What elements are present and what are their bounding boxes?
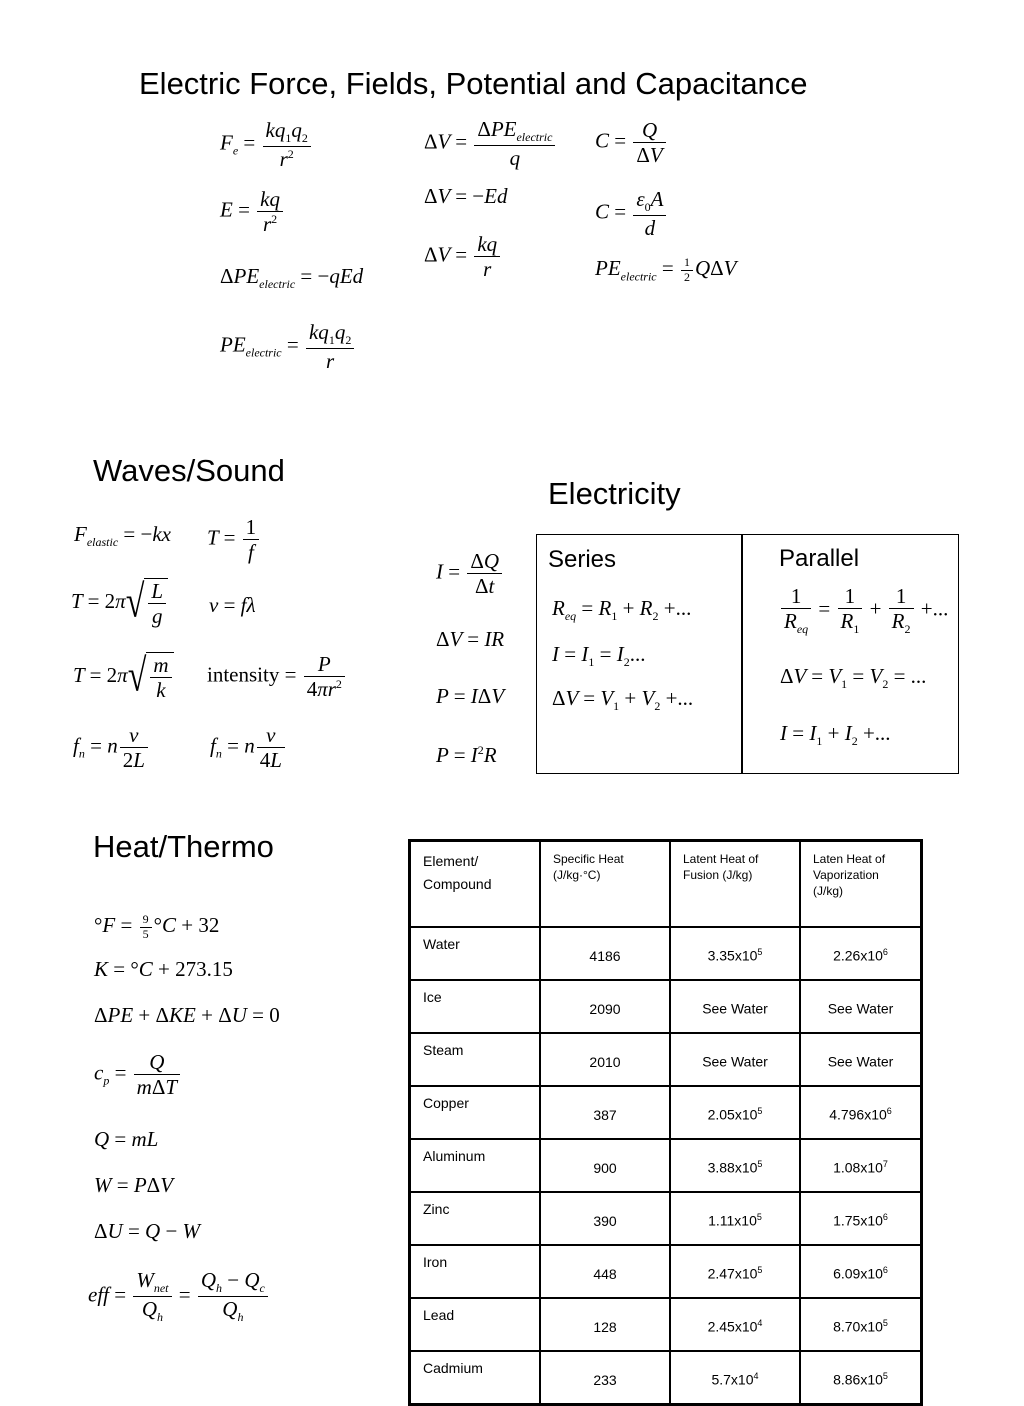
electric-pe-change-formula: $\Delta PE_{electric} = -qEd$ [220, 264, 364, 292]
column-header-vaporization: Laten Heat of Vaporization (J/kg) [800, 841, 922, 928]
table-row [410, 1086, 922, 1139]
cell-element-name: Water [410, 927, 541, 980]
intensity-formula: intensity = $\frac{P}{4\pi r^2}$ [207, 652, 347, 701]
cell-latent-fusion-value: See Water [702, 1053, 768, 1070]
parallel-voltage-formula: $\Delta V = V_1 = V_2$ = ... [780, 664, 927, 692]
cell-latent-vaporization-value: 4.796x10 [829, 1106, 887, 1123]
cell-element-name: Steam [410, 1033, 541, 1086]
cell-latent-vaporization-value: 6.09x10 [833, 1265, 883, 1282]
point-potential-formula: ΔV = $\frac{kq}{r}$ [424, 232, 502, 281]
cell-element-name: Lead [410, 1298, 541, 1351]
cell-specific-heat: 2090 [540, 980, 670, 1033]
table-row [410, 980, 922, 1033]
cell-latent-vaporization [800, 1192, 922, 1245]
cell-latent-fusion [670, 1245, 800, 1298]
closed-pipe-harmonic-formula: $f_n = n$ $\frac{v}{4L}$ [210, 723, 287, 772]
cell-latent-vaporization-exponent: 7 [882, 1159, 888, 1170]
cell-latent-fusion [670, 1192, 800, 1245]
heat-section-heading: Heat/Thermo [93, 829, 274, 864]
cell-specific-heat: 2010 [540, 1033, 670, 1086]
cell-latent-fusion [670, 927, 800, 980]
cell-specific-heat: 4186 [540, 927, 670, 980]
cell-element-name: Aluminum [410, 1139, 541, 1192]
table-row [410, 1245, 922, 1298]
cell-latent-fusion-exponent: 5 [756, 1212, 762, 1223]
cell-element-name: Cadmium [410, 1351, 541, 1405]
cell-latent-fusion-exponent: 4 [757, 1318, 763, 1329]
cell-latent-fusion [670, 1351, 800, 1405]
series-heading: Series [548, 546, 617, 573]
electricity-section-heading: Electricity [548, 476, 681, 511]
cell-latent-fusion-exponent: 4 [753, 1371, 759, 1382]
cell-latent-vaporization-value: 8.86x10 [833, 1371, 883, 1388]
power-resistance-formula: $P = I^2R$ [436, 743, 497, 767]
cell-latent-fusion-value: 5.7x10 [711, 1371, 754, 1388]
cell-latent-vaporization [800, 1298, 922, 1351]
cell-latent-vaporization [800, 1139, 922, 1192]
cell-latent-fusion-value: 1.11x10 [708, 1212, 757, 1229]
current-formula: I = $\frac{\Delta Q}{\Delta t}$ [436, 549, 504, 598]
cell-latent-fusion [670, 980, 800, 1033]
cell-latent-fusion [670, 1086, 800, 1139]
cell-specific-heat: 128 [540, 1298, 670, 1351]
potential-field-formula: ΔV = −Ed [424, 184, 508, 208]
cell-latent-vaporization-value: See Water [827, 1000, 894, 1017]
work-formula: W = PΔV [94, 1173, 174, 1197]
cell-latent-fusion-value: See Water [702, 1000, 768, 1017]
cell-latent-fusion [670, 1139, 800, 1192]
cell-latent-vaporization-value: See Water [827, 1053, 894, 1070]
cell-latent-vaporization-value: 8.70x10 [833, 1318, 883, 1335]
column-header-specific-heat: Specific Heat (J/kg·°C) [540, 841, 670, 928]
energy-conservation-formula: ΔPE + ΔKE + ΔU = 0 [94, 1003, 280, 1027]
circuit-rules-divider [741, 534, 743, 773]
cell-latent-fusion-value: 2.05x10 [707, 1106, 758, 1123]
cell-latent-vaporization [800, 1086, 922, 1139]
hooke-law-formula: $F_{elastic} = -kx$ [74, 522, 171, 550]
kelvin-conversion-formula: K = °C + 273.15 [94, 957, 233, 981]
latent-heat-formula: Q = mL [94, 1127, 159, 1151]
cell-latent-vaporization-exponent: 6 [882, 1212, 888, 1223]
cell-specific-heat: 900 [540, 1139, 670, 1192]
series-voltage-formula: $\Delta V = V_1 + V_2$ +... [552, 686, 694, 714]
cell-specific-heat: 448 [540, 1245, 670, 1298]
capacitance-formula: C = $\frac{Q}{\Delta V}$ [595, 118, 668, 167]
electric-pe-formula: $PE_{electric}$ = $\frac{kq_1q_2}{r}$ [220, 320, 356, 373]
cell-element-name: Zinc [410, 1192, 541, 1245]
cell-latent-vaporization-exponent: 6 [886, 1106, 892, 1117]
coulomb-force-formula: $F_e$ = $\frac{kq_1q_2}{r^2}$ [220, 118, 313, 171]
electric-field-formula: E = $\frac{kq}{r^2}$ [220, 187, 285, 236]
cell-specific-heat: 390 [540, 1192, 670, 1245]
efficiency-formula: eff = $W_{net}$ $Q_h$ = $\frac{Q_h - Q_c}{Q_h}$ [88, 1268, 270, 1325]
cell-latent-fusion-value: 2.47x10 [707, 1265, 758, 1282]
cell-latent-fusion-value: 3.88x10 [707, 1159, 758, 1176]
table-row [410, 1192, 922, 1245]
specific-heat-formula: $c_p$ = Q mΔT [94, 1050, 182, 1099]
parallel-current-formula: $I = I_1 + I_2$ +... [780, 721, 891, 749]
column-header-element: Element/ Compound [410, 841, 541, 928]
capacitor-energy-formula: $PE_{electric}$ = $\frac{1}{2}$ QΔV [595, 255, 737, 284]
electric-section-heading: Electric Force, Fields, Potential and Capacitance [139, 66, 808, 101]
fahrenheit-conversion-formula: °F = $\frac{9}{5}$ °C + 32 [94, 912, 220, 941]
cell-latent-vaporization-value: 2.26x10 [833, 947, 883, 964]
cell-latent-fusion-exponent: 5 [757, 1265, 763, 1276]
table-row [410, 927, 922, 980]
cell-latent-vaporization-exponent: 6 [882, 1265, 888, 1276]
plate-capacitance-formula: C = $\frac{\varepsilon_0A}{d}$ [595, 187, 668, 240]
ohm-law-formula: ΔV = IR [436, 627, 505, 651]
cell-latent-fusion-exponent: 5 [757, 947, 763, 958]
power-voltage-formula: P = IΔV [436, 684, 505, 708]
parallel-resistance-formula: 1 $R_{eq}$ = $\frac{1}{R_1}$ + $\frac{1}{R_2}$ +... [779, 584, 948, 637]
cell-latent-fusion-value: 3.35x10 [707, 947, 758, 964]
cell-latent-fusion [670, 1298, 800, 1351]
waves-section-heading: Waves/Sound [93, 453, 285, 488]
cell-latent-fusion-value: 2.45x10 [707, 1318, 758, 1335]
cell-latent-vaporization-exponent: 5 [882, 1318, 888, 1329]
cell-latent-vaporization-exponent: 5 [882, 1371, 888, 1382]
cell-latent-vaporization [800, 1245, 922, 1298]
potential-difference-formula: ΔV = $\Delta PE_{electric}$ q [424, 117, 557, 170]
cell-latent-vaporization-exponent: 6 [882, 947, 888, 958]
period-frequency-formula: T = $\frac{1}{f}$ [207, 515, 261, 564]
cell-latent-vaporization-value: 1.75x10 [833, 1212, 883, 1229]
cell-latent-vaporization-value: 1.08x10 [833, 1159, 883, 1176]
table-header-row [410, 841, 922, 928]
cell-latent-vaporization [800, 980, 922, 1033]
spring-period-formula: T = 2π√ $\frac{m}{k}$ [73, 652, 174, 702]
cell-latent-fusion-exponent: 5 [757, 1159, 763, 1170]
cell-latent-fusion [670, 1033, 800, 1086]
column-header-fusion: Latent Heat of Fusion (J/kg) [670, 841, 800, 928]
cell-element-name: Ice [410, 980, 541, 1033]
thermal-properties-table [408, 839, 923, 1406]
parallel-heading: Parallel [779, 545, 860, 572]
table-row [410, 1033, 922, 1086]
cell-latent-fusion-exponent: 5 [757, 1106, 763, 1117]
cell-element-name: Copper [410, 1086, 541, 1139]
cell-latent-vaporization [800, 927, 922, 980]
cell-latent-vaporization [800, 1351, 922, 1405]
cell-latent-vaporization [800, 1033, 922, 1086]
cell-element-name: Iron [410, 1245, 541, 1298]
first-law-formula: ΔU = Q − W [94, 1219, 201, 1243]
table-row [410, 1139, 922, 1192]
series-current-formula: $I = I_1 = I_2$... [552, 642, 646, 670]
table-row [410, 1351, 922, 1405]
cell-specific-heat: 233 [540, 1351, 670, 1405]
open-pipe-harmonic-formula: $f_n = n$ $\frac{v}{2L}$ [73, 723, 150, 772]
pendulum-period-formula: T = 2π√ $\frac{L}{g}$ [71, 578, 168, 628]
cell-specific-heat: 387 [540, 1086, 670, 1139]
wave-speed-formula: v = fλ [209, 593, 256, 617]
table-row [410, 1298, 922, 1351]
series-resistance-formula: $R_{eq} = R_1 + R_2$ +... [552, 596, 692, 624]
